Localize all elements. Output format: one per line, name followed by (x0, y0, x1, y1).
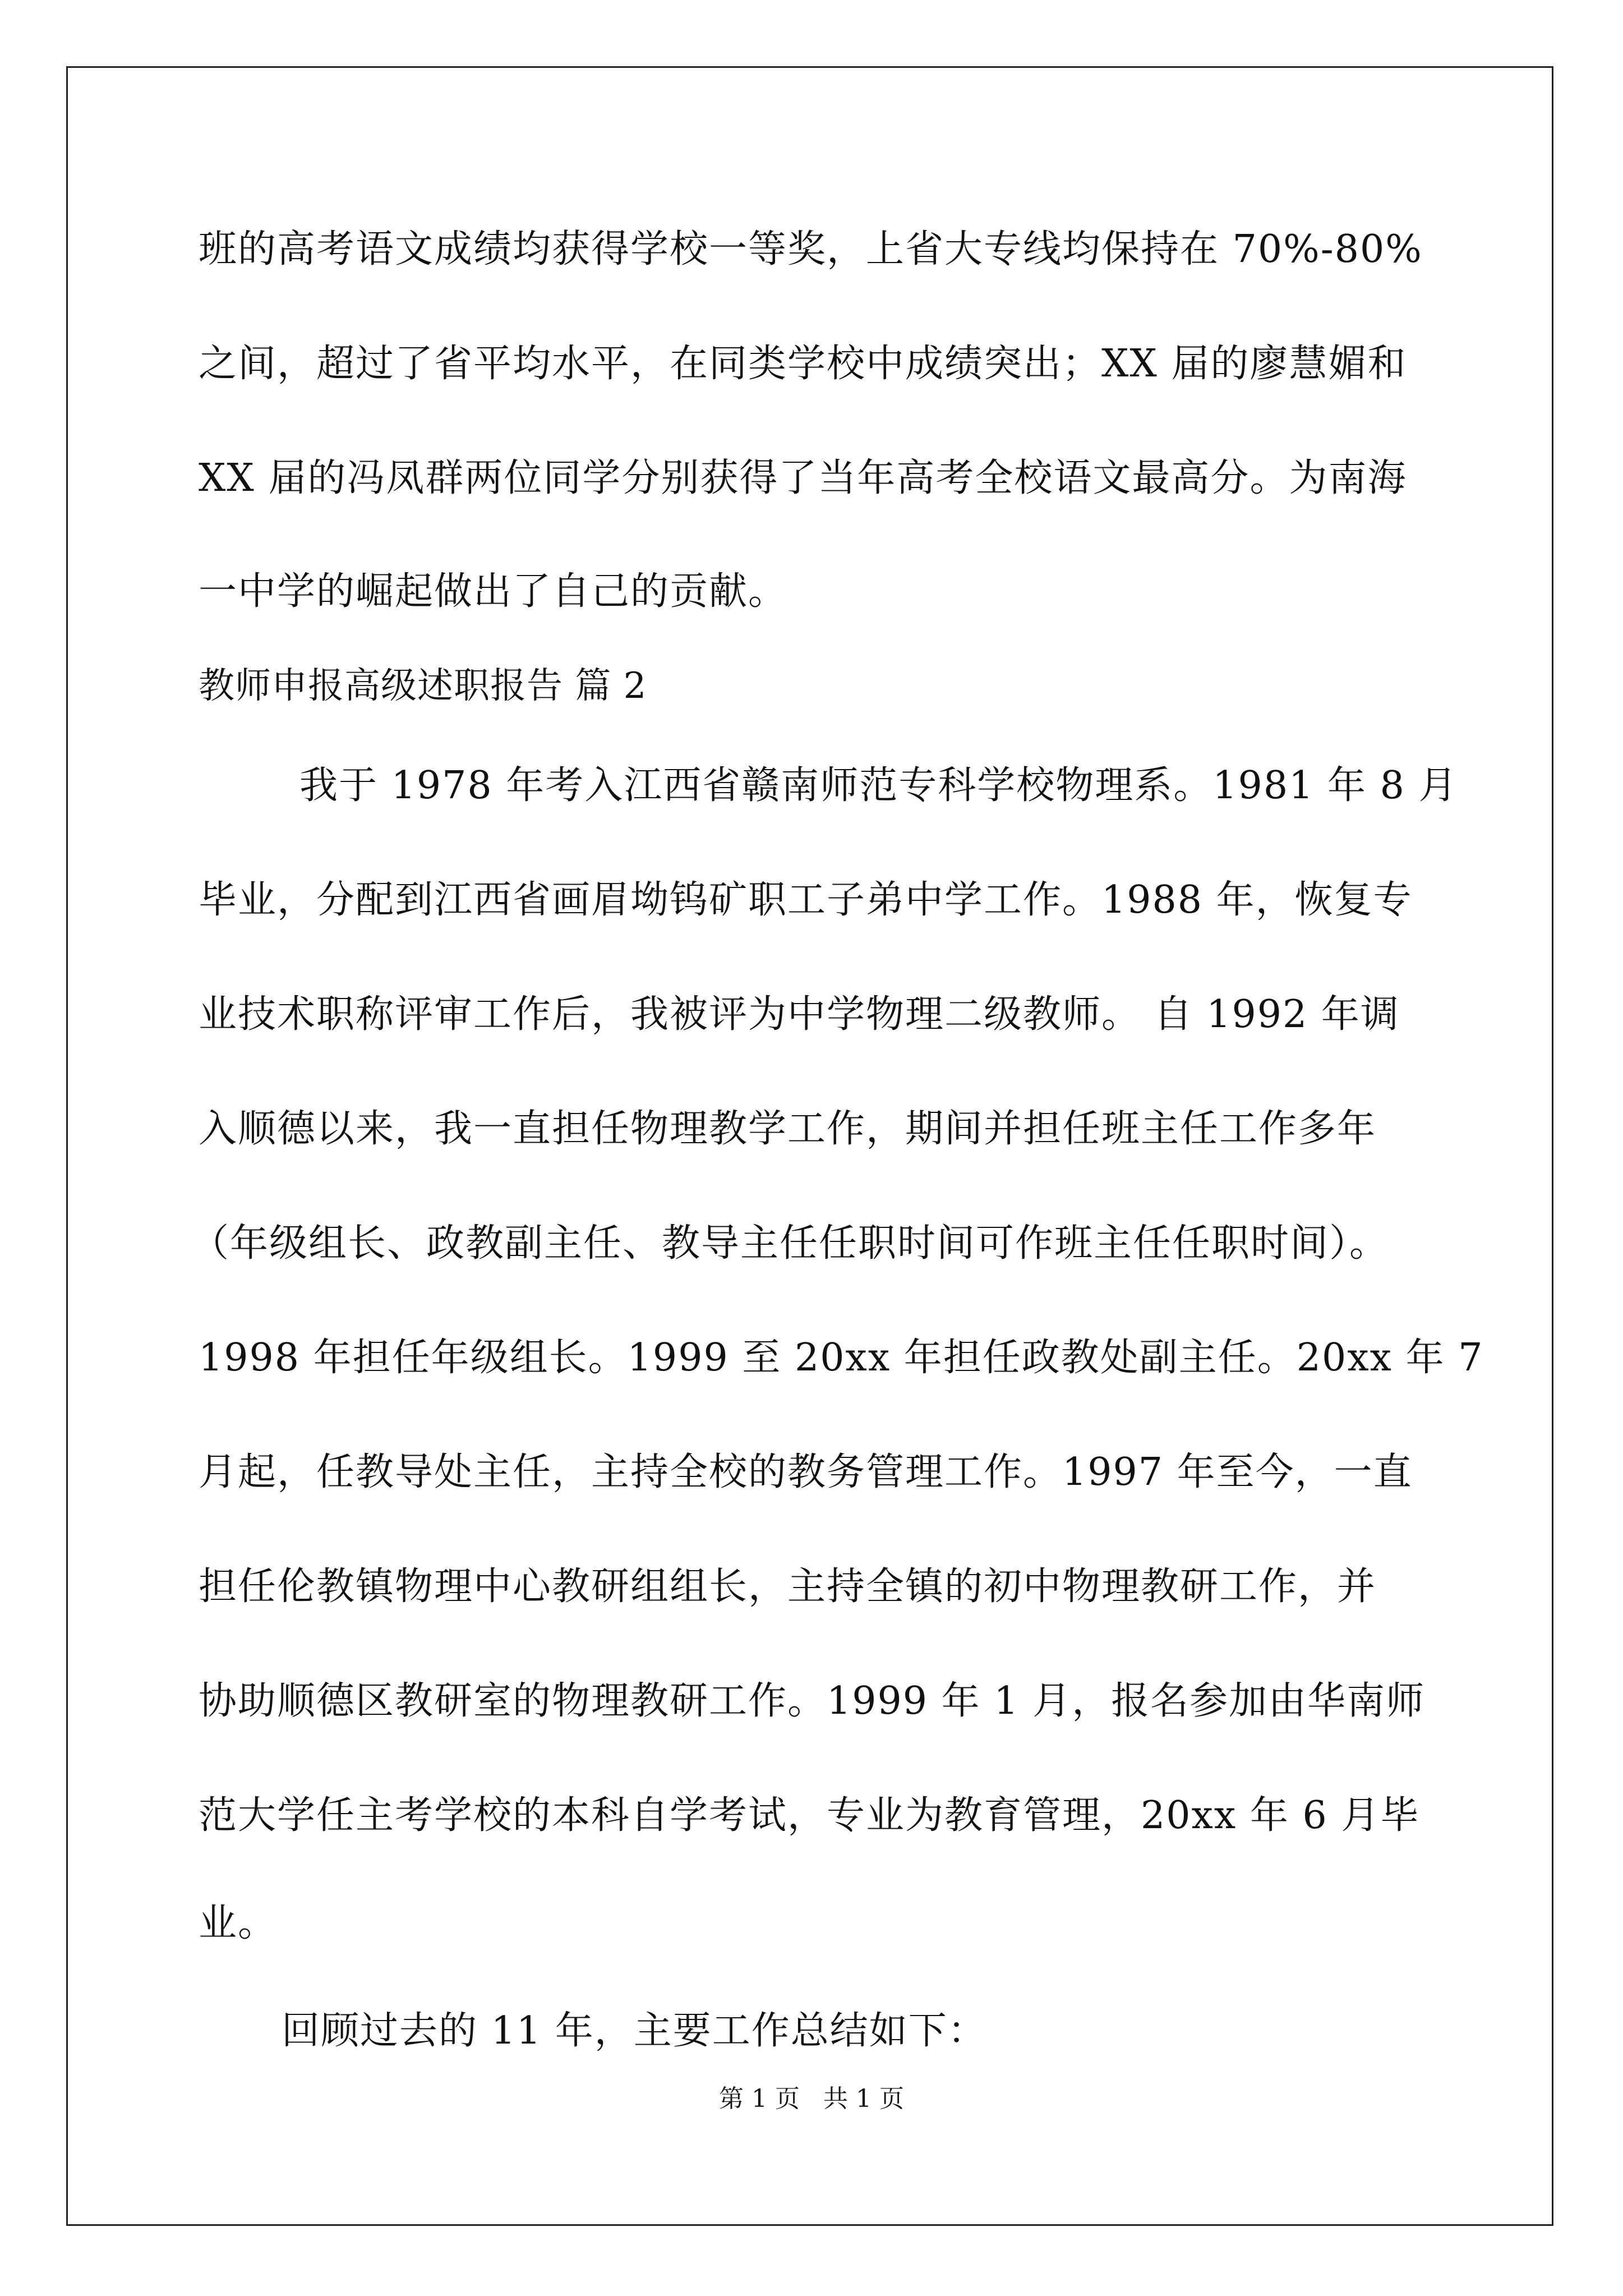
paragraph1-line-4: 一中学的崛起做出了自己的贡献。 (199, 569, 788, 614)
page-number-footer: 第 1 页 共 1 页 (719, 2085, 904, 2113)
paragraph2-line-4: 入顺德以来，我一直担任物理教学工作，期间并担任班主任工作多年 (199, 1107, 1377, 1151)
paragraph1-line-1: 班的高考语文成绩均获得学校一等奖，上省大专线均保持在 70%-80% (199, 227, 1423, 272)
paragraph2-line-5: （年级组长、政教副主任、教导主任任职时间可作班主任任职时间）。 (191, 1221, 1389, 1266)
paragraph2-line-3: 业技术职称评审工作后，我被评为中学物理二级教师。 自 1992 年调 (199, 992, 1400, 1037)
paragraph2-line-9: 协助顺德区教研室的物理教研工作。1999 年 1 月，报名参加由华南师 (199, 1679, 1426, 1723)
paragraph2-line-1: 我于 1978 年考入江西省赣南师范专科学校物理系。1981 年 8 月 (299, 763, 1458, 808)
paragraph2-line-2: 毕业，分配到江西省画眉坳钨矿职工子弟中学工作。1988 年，恢复专 (199, 878, 1413, 922)
paragraph3: 回顾过去的 11 年，主要工作总结如下： (282, 2009, 987, 2053)
paragraph2-line-7: 月起，任教导处主任，主持全校的教务管理工作。1997 年至今，一直 (199, 1450, 1413, 1494)
paragraph1-line-3: XX 届的冯凤群两位同学分别获得了当年高考全校语文最高分。为南海 (199, 456, 1407, 500)
paragraph2-line-10: 范大学任主考学校的本科自学考试，专业为教育管理，20xx 年 6 月毕 (199, 1793, 1420, 1838)
paragraph2-line-11: 业。 (199, 1901, 278, 1945)
paragraph2-line-6: 1998 年担任年级组长。1999 至 20xx 年担任政教处副主任。20xx 年 7 (199, 1336, 1484, 1380)
paragraph2-line-8: 担任伦教镇物理中心教研组组长，主持全镇的初中物理教研工作，并 (199, 1565, 1377, 1609)
section-heading: 教师申报高级述职报告 篇 2 (199, 665, 647, 707)
paragraph1-line-2: 之间，超过了省平均水平，在同类学校中成绩突出；XX 届的廖慧媚和 (199, 342, 1407, 386)
